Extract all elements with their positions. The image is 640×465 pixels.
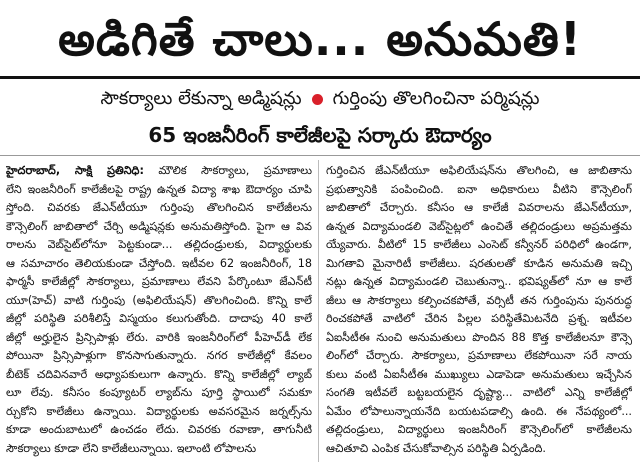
article-line: కులు వంటి ఏఐసీటీఈ ముఖ్యులు ఎడాపెడా అనుమతులు ఇచ్చేసిన [326, 367, 632, 381]
dateline: హైదరాబాద్, సాక్షి ప్రతినిధి: [6, 164, 144, 177]
article-line: పోయినా ప్రిన్సిపాళ్లుగా కొనసాగుతున్నారు. నగర కాలేజీల్లో కేవలం [6, 349, 312, 362]
article-line: ఏఐసీటీఈ నుంచి అనుమతులు పొందిన 88 కొత్త కాలేజీలనూ కౌన్సె [326, 330, 632, 344]
article-line: లూ లేవు. కనీసం కంప్యూటర్ ల్యాబ్‌ను పూర్తి స్థాయిలో సమకూ [6, 386, 312, 399]
article-line: నట్లు ఉన్నత విద్యామండలి చెబుతున్నా.. భవిష్యత్‌లో నూ ఆ కాలే [326, 275, 632, 288]
article-line: కూడా అందుబాటులో ఉంచడం లేదు. చివరకు రవాణా, తాగునీటి [6, 423, 312, 436]
red-bullet-icon [312, 94, 323, 105]
headline: అడిగితే చాలు... అనుమతి! [58, 12, 582, 66]
deck-rule [0, 155, 640, 156]
article-line: రాలను వెబ్‌సైట్‌లోనూ పెట్టకుండా... తల్లిదండ్రులకు, విద్యార్థులకు [6, 238, 312, 251]
article-line: ప్రభుత్వానికి పంపించింది. ఐనా అధికారులు వీటిని కౌన్సెలింగ్ [326, 182, 632, 196]
article-line: స్తోంది. చివరకు జేఎన్‌టీయూ గుర్తింపు తొలగించిన కాలేజీలను [6, 201, 312, 214]
article-line: ఫార్మసీ కాలేజీల్లో సౌకర్యాలు, ప్రమాణాలు లేవని పేర్కొంటూ జేఎన్‌టీ [6, 275, 312, 288]
article-line: ఆ సమాచారం తెలియకుండా చేస్తోంది. ఇటీవల 62 ఇంజనీరింగ్, 18 [6, 256, 312, 270]
headline-rule [0, 76, 640, 79]
article-column-right [326, 162, 632, 462]
article-line: ఆచితూచి ఎంపిక చేసుకోవాల్సిన పరిస్థితి ఏర్పడింది. [326, 441, 546, 455]
article-line: బీటెక్ చదివినవారే అధ్యాపకులుగా ఉన్నారు. కొన్ని కాలేజీల్లో ల్యాబ్‌ [6, 367, 312, 381]
article-column-left [6, 162, 312, 462]
article-line: కౌన్సెలింగ్ జాబితాలో చేర్చి అడ్మిషన్లకు అనుమతిస్తోంది. పైగా ఆ వివ [6, 219, 312, 233]
article-line: సంగతి ఇటీవలే బట్టబయలైన దృష్ట్యా... వాటిలో ఎన్ని కాలేజీల్లో [326, 386, 632, 399]
article-line: జీలు ఆ సౌకర్యాలు కల్పించకపోతే, వర్సిటీ తన గుర్తింపును పునరుద్ధ [326, 293, 632, 307]
article-line: యూ(హెచ్) వాటి గుర్తింపు (అఫిలియేషన్) తొలగించింది. కొన్ని కాలే [6, 293, 312, 307]
article-line: గుర్తించిన జేఎన్‌టీయూ అఫిలియేషన్‌ను తొలగించి, ఆ జాబితాను [326, 164, 632, 177]
subheadline [0, 84, 640, 114]
article-line: ఉన్నత విద్యామండలి వెబ్‌సైట్లలో ఉంచితే తల్లిదండ్రులు అప్రమత్తమ [326, 219, 632, 233]
article-line: లింగ్‌లో చేర్చారు. సౌకర్యాలు, ప్రమాణాలు లేకపోయినా సరే నాయ [326, 349, 632, 362]
article-line: ఏమేం లోపాలున్నాయనేది బయటపడాల్సి ఉంది. ఈ నేపథ్యంలో... [326, 404, 632, 418]
article-line: లేని ఇంజనీరింగ్ కాలేజీలపై రాష్ట్ర ఉన్నత విద్యా శాఖ ఔదార్యం చూపి [6, 182, 312, 196]
column-divider [318, 160, 319, 462]
deck-headline: 65 ఇంజనీరింగ్ కాలేజీలపై సర్కారు ఔదార్యం [148, 123, 492, 147]
article-line: ర్చుకోని కాలేజీలు ఉన్నాయి. విద్యార్థులకు అవసరమైన జర్నల్స్‌ను [6, 404, 312, 418]
article-line: మిగతావి మైనారిటీ కాలేజీలు. షరతులతో కూడిన అనుమతి ఇచ్చి [326, 256, 632, 270]
article-line: సౌకర్యాలు కూడా లేని కాలేజీలున్నాయి. ఇలాంటి లోపాలను [6, 441, 257, 455]
article-line: జీల్లో పరిస్థితి పరిశీలిస్తే విస్మయం కలుగుతోంది. దాదాపు 40 కాలే [6, 312, 312, 325]
article-line: హైదరాబాద్, సాక్షి ప్రతినిధి: మౌలిక సౌకర్యాలు, ప్రమాణాలు [6, 164, 312, 177]
article-line: రించకపోతే వాటిలో చేరిన పిల్లల పరిస్థితేమిటనేది ప్రశ్న. ఇటీవల [326, 312, 632, 325]
article-line: తల్లిదండ్రులు, విద్యార్థులు ఇంజనీరింగ్ కౌన్సెలింగ్‌లో కాలేజీలను [326, 423, 632, 436]
subheadline-right: గుర్తింపు తొలగించినా పర్మిషన్లు [332, 88, 540, 109]
article-line: య్యేవారు. వీటిలో 15 కాలేజీలు ఎంసెట్ కన్వీనర్ పరిధిలో ఉండగా, [326, 238, 632, 251]
article-line: జీల్లో అర్హులైన ప్రిన్సిపాళ్లు లేరు. వారికి ఇంజనీరింగ్‌లో పీహెచ్‌డీ లేక [6, 330, 312, 344]
subheadline-left: సౌకర్యాలు లేకున్నా అడ్మిషన్లు [100, 88, 302, 109]
article-line: జాబితాలో చేర్చారు. కనీసం ఆ కాలేజీ వివరాలను జేఎన్‌టీయూ, [326, 201, 632, 214]
